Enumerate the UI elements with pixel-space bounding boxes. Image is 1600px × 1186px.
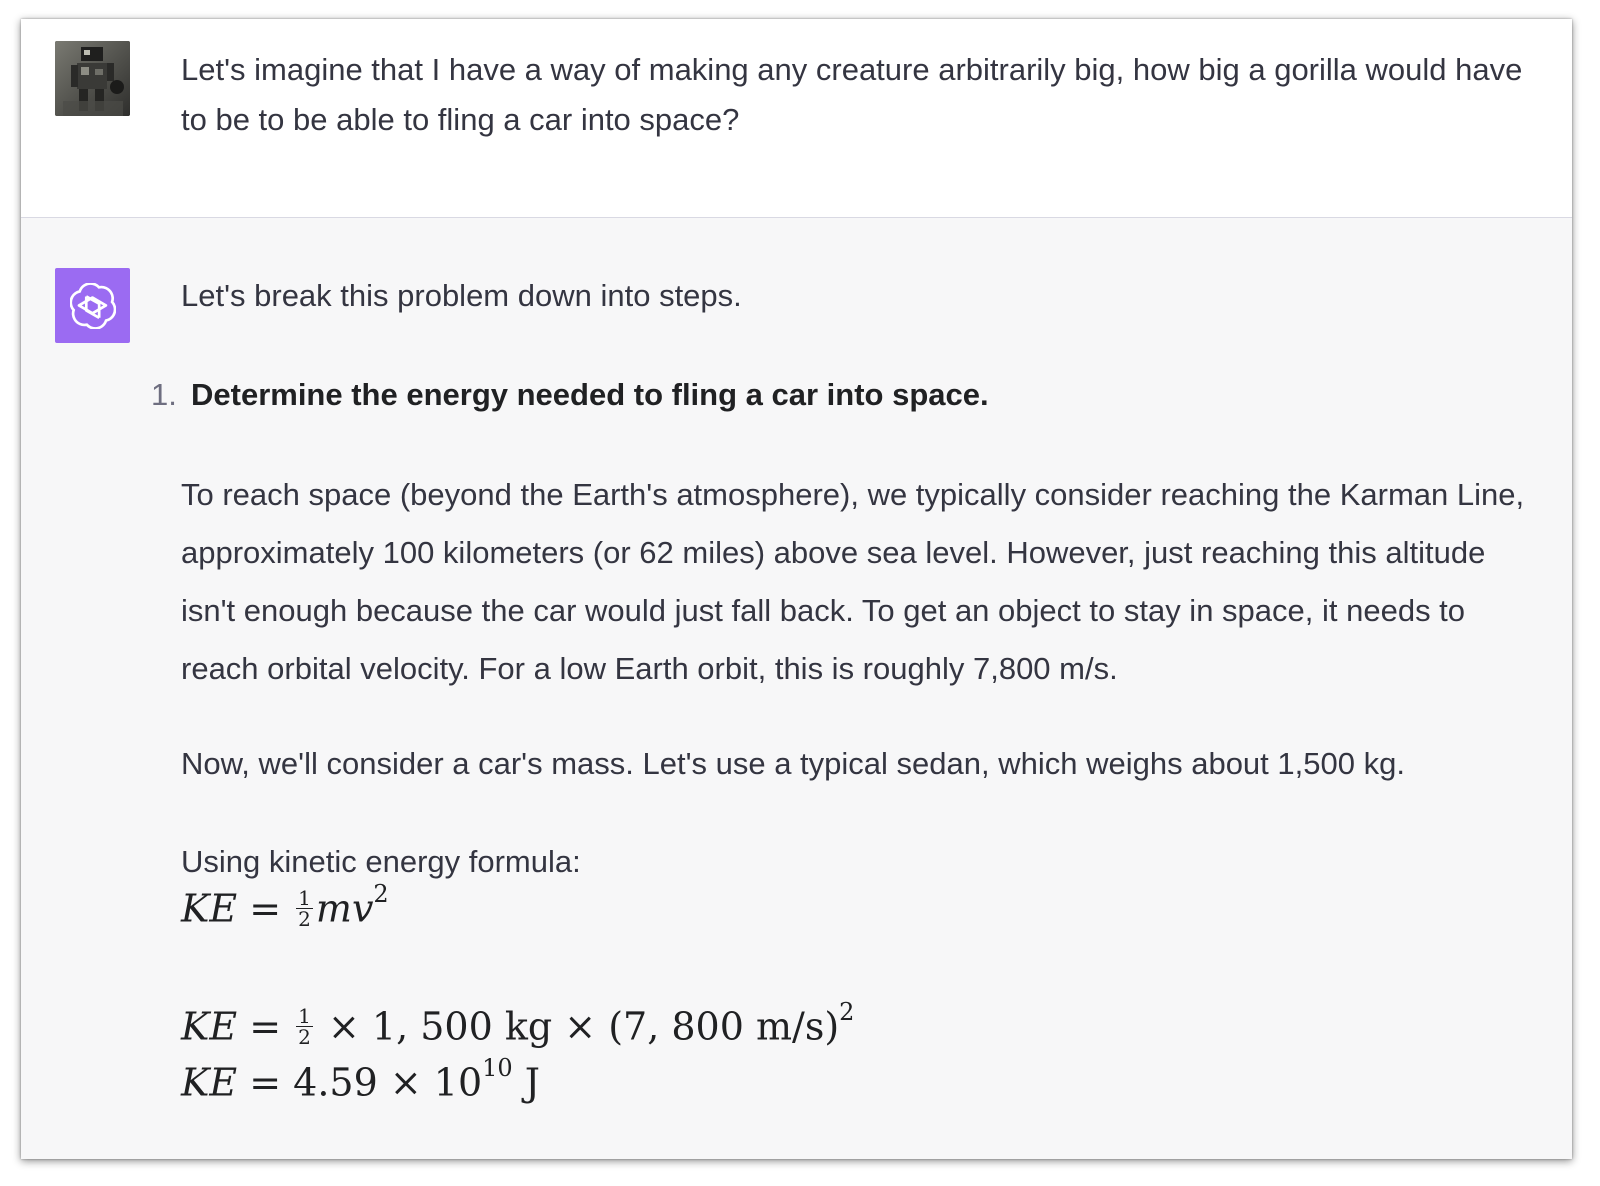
user-message-text: Let's imagine that I have a way of making any creature arbitrarily big, how big a gorilla would have to be to be able to fling a car into space? [181,52,1523,137]
paragraph-orbital-velocity: To reach space (beyond the Earth's atmosphere), we typically consider reaching the Karman Line, approximately 100 kilometers (or 62 miles) above sea level. However, just reaching this altitude isn't enough because the car would just fall back. To get an object to stay in space, it needs to reach orbital velocity. For a low Earth orbit, this is roughly 7,800 m/s. [181,477,1525,686]
paragraph-car-mass: Now, we'll consider a car's mass. Let's use a typical sedan, which weighs about 1,500 kg. [181,746,1405,781]
formula-fraction [296,885,313,931]
fraction-numerator: 1 [298,1003,311,1028]
openai-logo-icon [55,268,130,343]
formula-equals: = [249,1004,282,1049]
formula-lhs: KE [181,1004,238,1049]
formula-substitution [181,998,855,1051]
formula-equals: = [249,1060,282,1105]
formula-equals: = [249,886,282,931]
formula-exponent: 10 [482,1054,513,1082]
fraction-denominator: 2 [298,906,311,931]
step-number: 1. [151,377,177,412]
formula-exponent: 2 [839,998,855,1026]
robot-avatar-icon [55,41,130,116]
formula-unit: J [524,1060,541,1105]
fraction-numerator: 1 [298,885,311,910]
assistant-message [21,218,1572,1159]
chat-window [21,19,1572,1159]
fraction-denominator: 2 [298,1024,311,1049]
formula-mass-velocity: × 1, 500 kg × (7, 800 m/s) [328,1004,840,1049]
formula-value: 4.59 × 10 [293,1060,483,1105]
formula-exponent: 2 [373,880,389,908]
formula-fraction [296,1003,313,1049]
step-heading [151,375,989,415]
assistant-intro: Let's break this problem down into steps. [181,278,742,313]
formula-result [181,1054,541,1105]
formula-lhs: KE [181,886,238,931]
user-message [21,19,1572,218]
formula-mv: mv [315,886,374,931]
paragraph-formula-intro: Using kinetic energy formula: [181,844,581,879]
step-title: Determine the energy needed to fling a car into space. [191,377,989,412]
formula-lhs: KE [181,1060,238,1105]
formula-kinetic-energy [181,880,389,933]
